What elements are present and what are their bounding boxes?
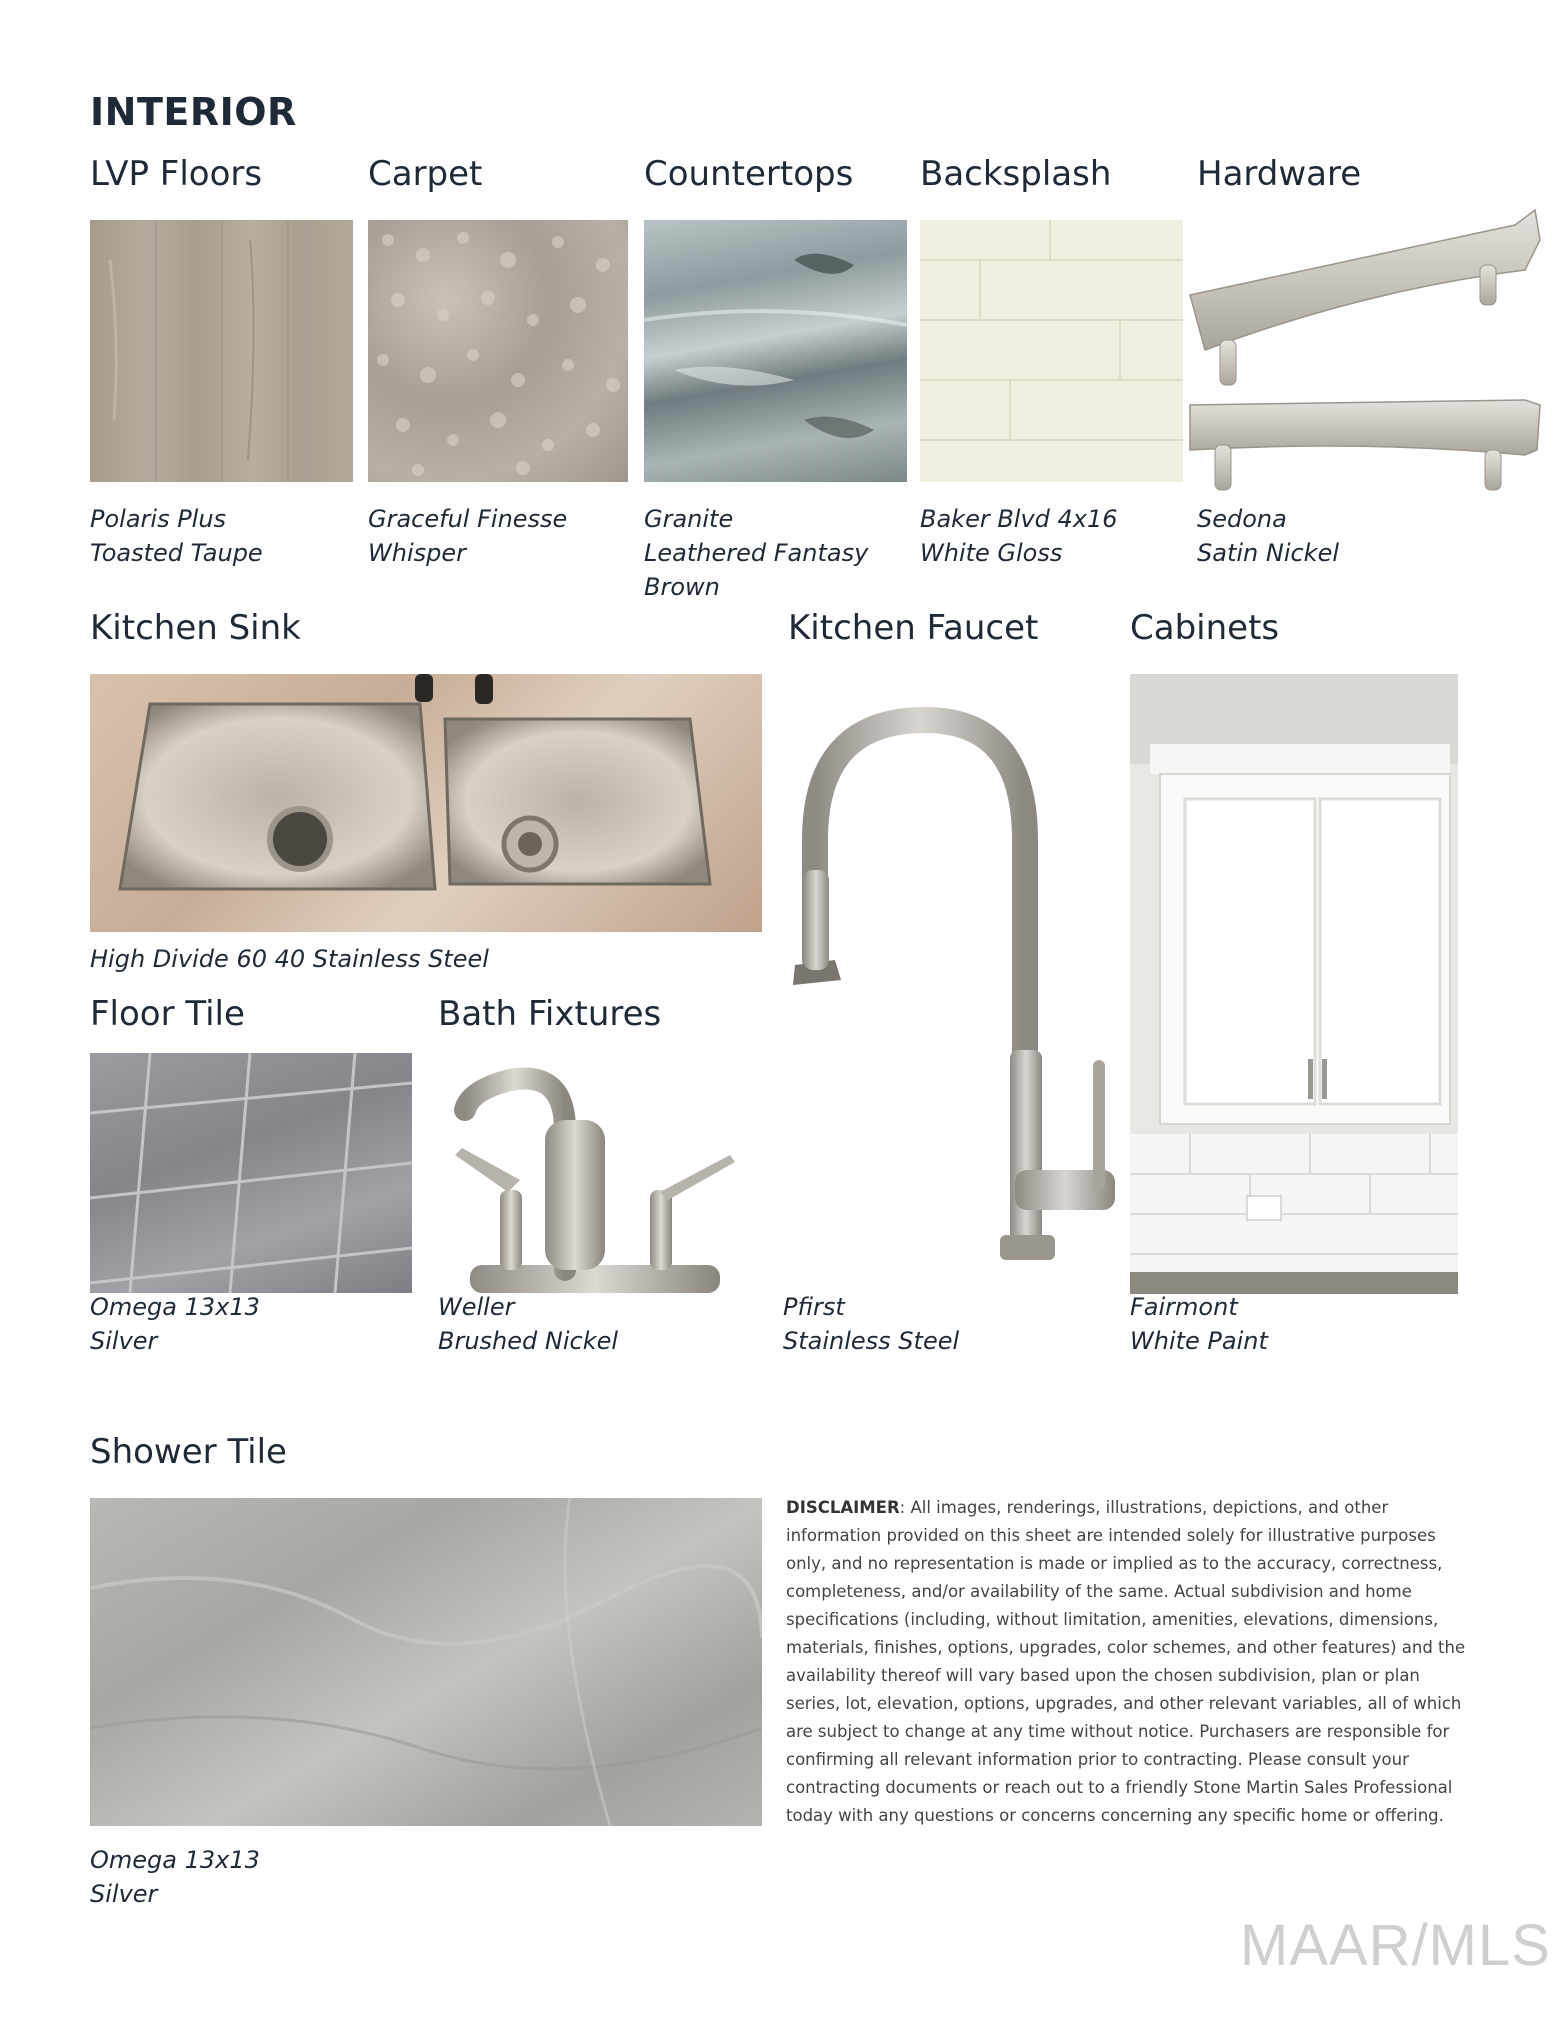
backsplash-product: Baker Blvd 4x16 <box>920 505 1118 533</box>
kitchen-sink-title: Kitchen Sink <box>90 608 301 648</box>
kitchen-faucet-finish: Stainless Steel <box>783 1327 960 1355</box>
cabinets-title: Cabinets <box>1130 608 1280 648</box>
carpet-title: Carpet <box>368 154 483 194</box>
backsplash-caption <box>920 502 1118 570</box>
bath-fixtures-caption <box>438 1290 618 1358</box>
backsplash-color: White Gloss <box>920 539 1063 567</box>
floor-tile-product: Omega 13x13 <box>90 1293 260 1321</box>
kitchen-sink-image <box>90 674 762 932</box>
bath-fixtures-product: Weller <box>438 1293 515 1321</box>
disclaimer-text: : All images, renderings, illustrations, depictions, and other information provided on this sheet are intended solely for illustrative purposes only, and no representation is made or implied as to the accuracy, correctness, completeness, and/or availability of the same. Actual subdivision and home specifications (including, without limitation, amenities, elevations, dimensions, materials, finishes, options, upgrades, color schemes, and other features) and the availability thereof will vary based upon the chosen subdivision, plan or plan series, lot, elevation, options, upgrades, and other relevant variables, all of which are subject to change at any time without notice. Purchasers are responsible for confirming all relevant information prior to contracting. Please consult your contracting documents or reach out to a friendly Stone Martin Sales Professional today with any questions or concerns concerning any specific home or offering. <box>786 1498 1466 1825</box>
kitchen-faucet-title: Kitchen Faucet <box>788 608 1039 648</box>
kitchen-faucet-product: Pfirst <box>783 1293 845 1321</box>
countertops-title: Countertops <box>644 154 854 194</box>
hardware-product: Sedona <box>1197 505 1287 533</box>
carpet-product: Graceful Finesse <box>368 505 568 533</box>
kitchen-sink-caption: High Divide 60 40 Stainless Steel <box>90 945 489 973</box>
backsplash-title: Backsplash <box>920 154 1112 194</box>
page-title: INTERIOR <box>90 90 297 134</box>
carpet-caption <box>368 502 567 570</box>
carpet-color: Whisper <box>368 539 466 567</box>
cabinets-caption <box>1130 1290 1268 1358</box>
countertops-finish: Leathered Fantasy <box>644 539 869 567</box>
bath-fixture-image <box>450 1060 740 1300</box>
hardware-caption <box>1197 502 1339 570</box>
countertops-caption <box>644 502 868 604</box>
kitchen-faucet-image <box>775 700 1115 1260</box>
bath-fixtures-title: Bath Fixtures <box>438 994 662 1034</box>
kitchen-faucet-caption <box>783 1290 959 1358</box>
floor-tile-title: Floor Tile <box>90 994 245 1034</box>
lvp-floors-product: Polaris Plus <box>90 505 227 533</box>
bath-fixtures-finish: Brushed Nickel <box>438 1327 619 1355</box>
shower-tile-image <box>90 1498 762 1826</box>
countertops-material: Granite <box>644 505 734 533</box>
disclaimer <box>786 1494 1466 1830</box>
shower-tile-caption <box>90 1843 260 1911</box>
mls-watermark: MAAR/MLS <box>1240 1913 1551 1978</box>
floor-tile-image <box>90 1053 412 1293</box>
cabinets-product: Fairmont <box>1130 1293 1238 1321</box>
shower-tile-title: Shower Tile <box>90 1432 287 1472</box>
floor-tile-caption <box>90 1290 260 1358</box>
hardware-title: Hardware <box>1197 154 1362 194</box>
backsplash-swatch <box>920 220 1183 482</box>
disclaimer-label: DISCLAIMER <box>786 1498 900 1517</box>
countertop-swatch <box>644 220 907 482</box>
cabinets-finish: White Paint <box>1130 1327 1268 1355</box>
cabinets-image <box>1130 674 1458 1294</box>
carpet-swatch <box>368 220 628 482</box>
shower-tile-color: Silver <box>90 1880 158 1908</box>
shower-tile-product: Omega 13x13 <box>90 1846 260 1874</box>
countertops-color: Brown <box>644 573 720 601</box>
lvp-floors-title: LVP Floors <box>90 154 263 194</box>
lvp-floors-color: Toasted Taupe <box>90 539 263 567</box>
lvp-floor-swatch <box>90 220 353 482</box>
hardware-pulls-image <box>1185 200 1545 500</box>
lvp-floors-caption <box>90 502 263 570</box>
floor-tile-color: Silver <box>90 1327 158 1355</box>
hardware-color: Satin Nickel <box>1197 539 1340 567</box>
